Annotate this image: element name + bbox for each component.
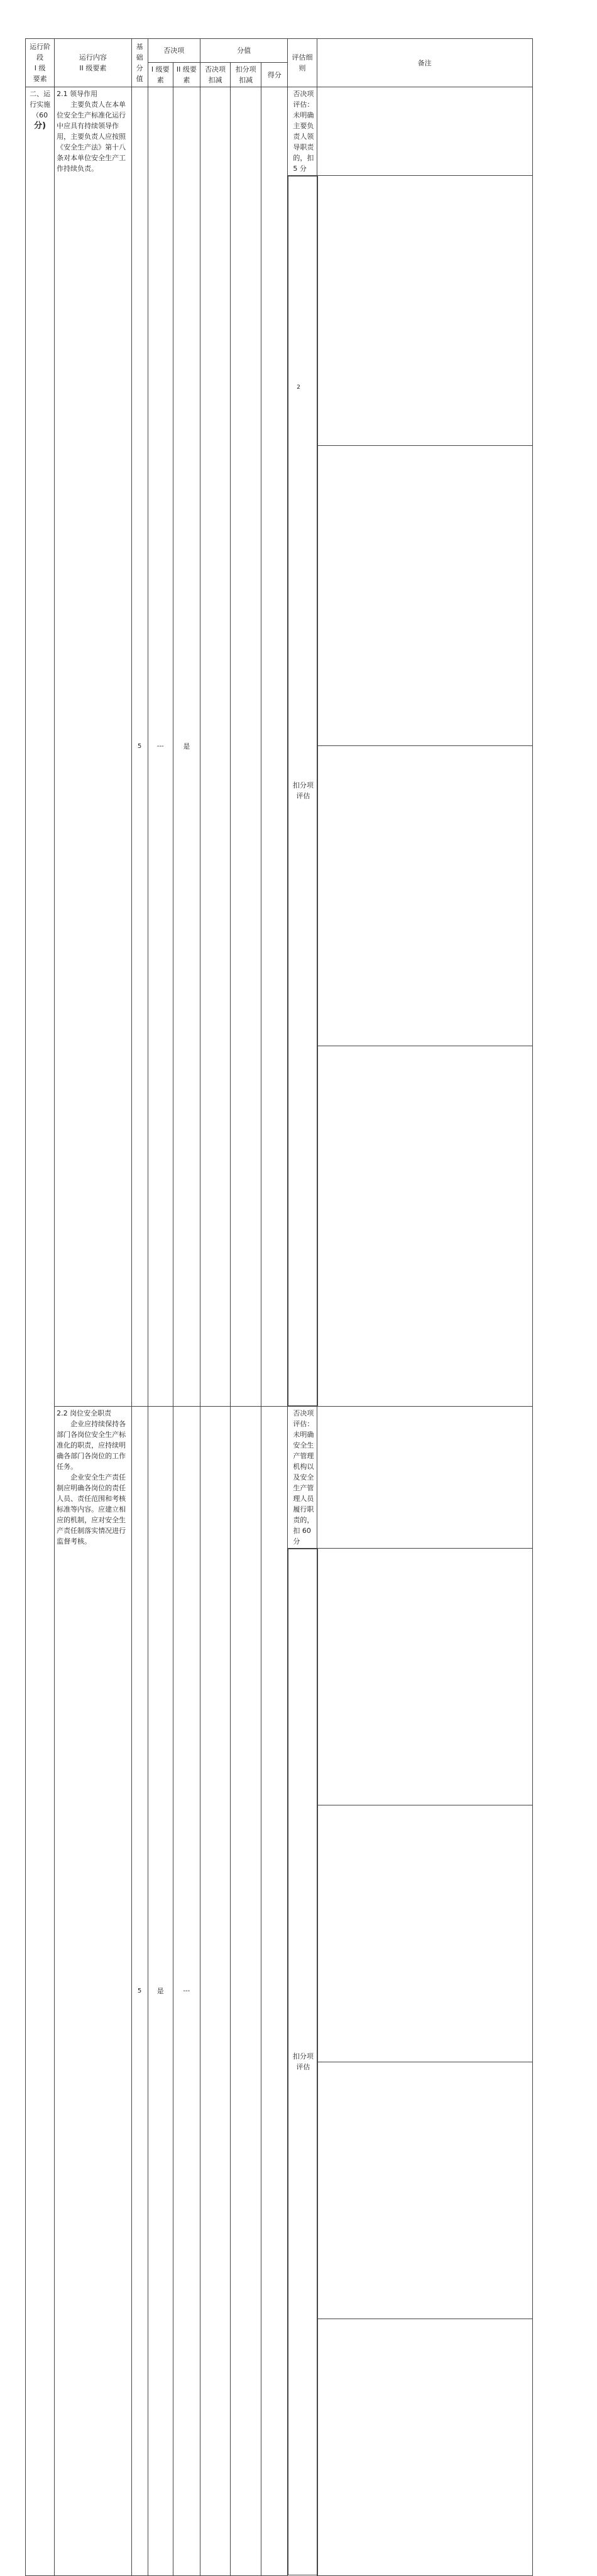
item-2-1-score-veto <box>200 87 230 1407</box>
item-2-2-deduct-table <box>288 1549 318 2576</box>
item-2-1-remark-veto <box>317 87 532 176</box>
item-2-1-remark-2 <box>317 446 532 746</box>
header-score-deduct: 扣分项扣减 <box>231 63 261 87</box>
header-base-score: 基础分值 <box>131 39 148 87</box>
item-2-1-title: 2.1 领导作用 <box>57 90 98 98</box>
item-2-2-deduct-block <box>288 1548 317 2575</box>
item-2-1-deduct-table <box>288 176 318 1406</box>
stage-line1: 二、运行实施 <box>30 90 51 109</box>
item-2-1-remark-3 <box>317 746 532 1046</box>
header-detail: 评估细则 <box>288 39 317 87</box>
item-2-2-score-deduct <box>231 1406 261 2575</box>
item-2-2-title: 2.2 岗位安全职责 <box>57 1409 112 1417</box>
item-2-2-remark-3 <box>317 2062 532 2319</box>
item-2-1-body: 主要负责人在本单位安全生产标准化运行中应具有持续领导作用，主要负责人应按照《安全生产法》第十八条对本单位安全生产工作持续负责。 <box>57 100 126 173</box>
header-veto-ii: II 级要素 <box>173 63 200 87</box>
header-remark: 备注 <box>317 39 532 87</box>
header-stage: 运行阶段 I 级 要素 <box>26 39 55 87</box>
item-2-1-score-deduct <box>231 87 261 1407</box>
header-content: 运行内容 II 级要素 <box>55 39 131 87</box>
item-2-1-remark-1 <box>317 176 532 446</box>
item-2-2-body-1: 企业应持续保持各部门各岗位安全生产标准化的职责，应持续明确各部门各岗位的工作任务。 <box>57 1419 126 1471</box>
item-2-1-score-get <box>261 87 288 1407</box>
item-2-2-score-veto <box>200 1406 230 2575</box>
item-2-2-veto-text: 否决项评估：未明确安全生产管理机构以及安全生产管理人员履行职责的，扣 60 分 <box>288 1406 317 1548</box>
item-2-2-score-get <box>261 1406 288 2575</box>
item-2-1-veto-i: --- <box>148 87 173 1407</box>
item-2-2-base: 5 <box>131 1406 148 2575</box>
page-number: 2 <box>297 384 300 391</box>
header-score-veto: 否决项扣减 <box>200 63 230 87</box>
item-2-2-body-2: 企业安全生产责任制应明确各岗位的责任人员、责任范围和考核标准等内容。应建立相应的机制，应对安全生产责任制落实情况进行监督考核。 <box>57 1473 126 1545</box>
item-2-1-deduct-label: 扣分项评估 <box>288 176 318 1406</box>
header-veto-i: I 级要素 <box>148 63 173 87</box>
item-2-1-content <box>55 87 131 1407</box>
item-2-2-remark-veto <box>317 1406 532 1548</box>
item-2-1-remark-4 <box>317 1046 532 1406</box>
evaluation-table <box>25 38 573 2576</box>
stage-cell <box>26 87 55 2576</box>
header-veto-group: 否决项 <box>148 39 200 63</box>
item-2-2-content <box>55 1406 131 2575</box>
item-2-2-remark-1 <box>317 1548 532 1805</box>
stage-line3: 分) <box>34 121 47 131</box>
item-2-2-remark-2 <box>317 1805 532 2062</box>
item-2-1-veto-text: 否决项评估：未明确主要负责人领导职责的，扣 5 分 <box>288 87 317 176</box>
item-2-2-remark-4 <box>317 2319 532 2575</box>
item-2-2-veto-ii: --- <box>173 1406 200 2575</box>
header-score-get: 得分 <box>261 63 288 87</box>
item-2-2-deduct-label: 扣分项评估 <box>288 1549 318 2575</box>
item-2-1-deduct-block <box>288 176 317 1407</box>
item-2-1-base: 5 <box>131 87 148 1407</box>
item-2-2-veto-i: 是 <box>148 1406 173 2575</box>
item-2-1-veto-ii: 是 <box>173 87 200 1407</box>
header-score-group: 分值 <box>200 39 287 63</box>
stage-line2: （60 <box>32 111 48 119</box>
